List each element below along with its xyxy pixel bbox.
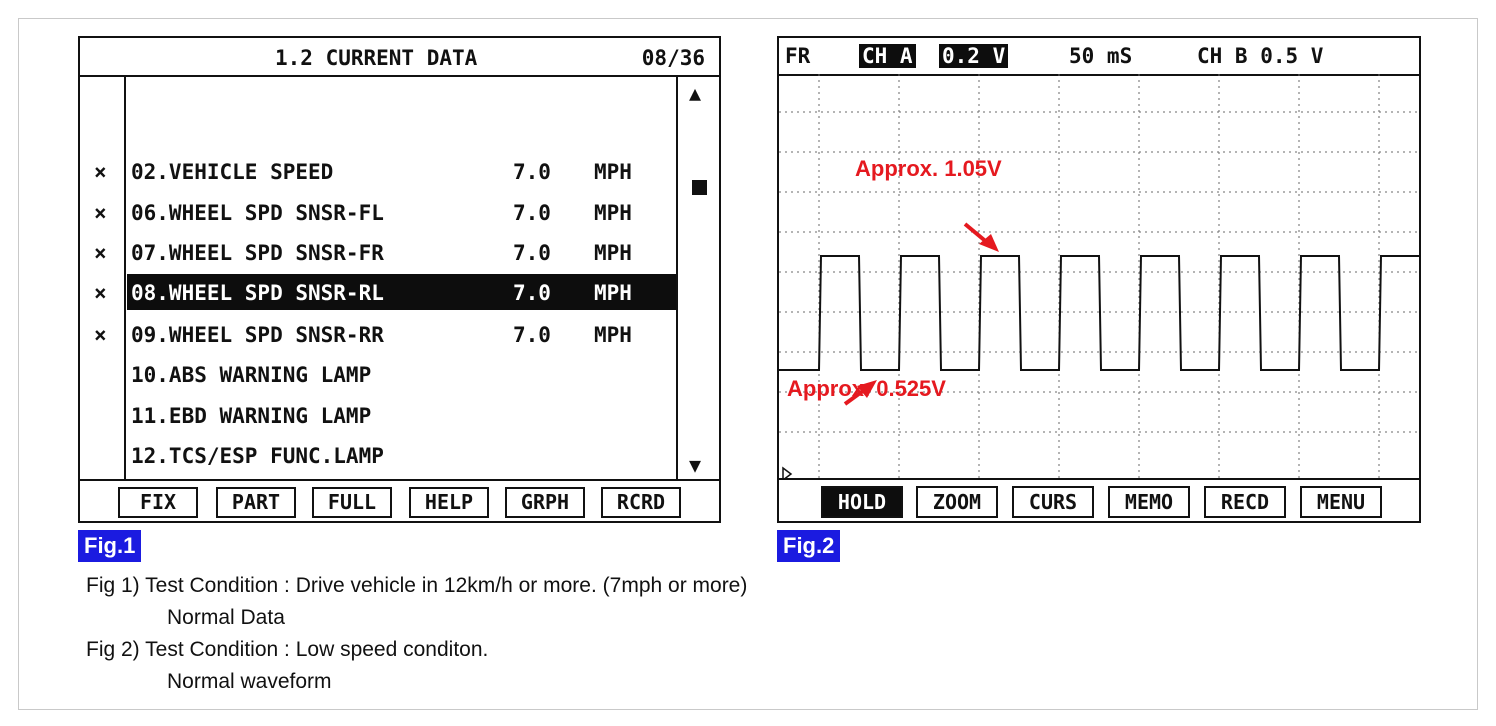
fix-mark: × [94, 323, 107, 347]
list-item[interactable] [80, 194, 676, 230]
graph-button[interactable]: GRPH [505, 487, 585, 518]
item-value: 7.0 [513, 281, 551, 305]
item-unit: MPH [594, 323, 632, 347]
square-wave-trace [779, 256, 1419, 370]
item-name: 07.WHEEL SPD SNSR-FR [131, 241, 384, 265]
list-item[interactable] [80, 316, 676, 352]
scan-page-indicator: 08/36 [641, 46, 705, 70]
fix-mark: × [94, 281, 107, 305]
record-button[interactable]: RECD [1204, 486, 1286, 518]
item-value: 7.0 [513, 160, 551, 184]
scan-title: 1.2 CURRENT DATA [275, 46, 478, 70]
cursor-button[interactable]: CURS [1012, 486, 1094, 518]
oscilloscope-screen [777, 36, 1421, 523]
item-value: 7.0 [513, 201, 551, 225]
scroll-down-arrow-icon[interactable]: ▼ [689, 453, 702, 477]
item-name: 12.TCS/ESP FUNC.LAMP [131, 444, 384, 468]
item-unit: MPH [594, 281, 632, 305]
fix-button[interactable]: FIX [118, 487, 198, 518]
list-item[interactable] [80, 234, 676, 270]
list-item[interactable] [80, 356, 676, 392]
full-button[interactable]: FULL [312, 487, 392, 518]
note-fig2-result: Normal waveform [167, 670, 332, 693]
record-button[interactable]: RCRD [601, 487, 681, 518]
note-fig1-result: Normal Data [167, 606, 285, 629]
current-data-list [80, 75, 719, 479]
item-name: 02.VEHICLE SPEED [131, 160, 334, 184]
menu-button[interactable]: MENU [1300, 486, 1382, 518]
item-name: 08.WHEEL SPD SNSR-RL [131, 281, 384, 305]
list-item[interactable] [80, 153, 676, 189]
annotation-low-voltage: Approx. 0.525V [787, 376, 946, 401]
part-button[interactable]: PART [216, 487, 296, 518]
scan-function-bar [80, 479, 719, 521]
fix-mark: × [94, 160, 107, 184]
channel-a-scale[interactable]: 0.2 V [939, 44, 1008, 68]
note-fig2-condition: Fig 2) Test Condition : Low speed conditon. [86, 638, 489, 661]
channel-b-scale: CH B 0.5 V [1197, 44, 1324, 68]
fix-mark: × [94, 241, 107, 265]
waveform-plot [779, 74, 1419, 478]
item-name: 10.ABS WARNING LAMP [131, 363, 372, 387]
memo-button[interactable]: MEMO [1108, 486, 1190, 518]
fix-mark: × [94, 201, 107, 225]
item-unit: MPH [594, 160, 632, 184]
scope-mode: FR [785, 44, 811, 68]
fig2-label: Fig.2 [777, 530, 840, 562]
zoom-button[interactable]: ZOOM [916, 486, 998, 518]
list-item[interactable] [80, 437, 676, 473]
note-fig1-condition: Fig 1) Test Condition : Drive vehicle in 12km/h or more. (7mph or more) [86, 574, 748, 597]
list-item-selected[interactable] [80, 274, 676, 310]
item-value: 7.0 [513, 323, 551, 347]
scan-tool-screen [78, 36, 721, 523]
item-unit: MPH [594, 201, 632, 225]
timebase: 50 mS [1069, 44, 1133, 68]
item-name: 09.WHEEL SPD SNSR-RR [131, 323, 384, 347]
trigger-marker-icon [783, 468, 791, 478]
scroll-up-arrow-icon[interactable]: ▲ [689, 81, 702, 105]
item-name: 06.WHEEL SPD SNSR-FL [131, 201, 384, 225]
item-name: 11.EBD WARNING LAMP [131, 404, 372, 428]
scan-header [80, 38, 719, 77]
fig1-label: Fig.1 [78, 530, 141, 562]
help-button[interactable]: HELP [409, 487, 489, 518]
scope-function-bar [779, 478, 1419, 521]
item-value: 7.0 [513, 241, 551, 265]
channel-a-label[interactable]: CH A [859, 44, 916, 68]
list-item[interactable] [80, 83, 676, 119]
hold-button[interactable]: HOLD [821, 486, 903, 518]
list-right-divider [676, 75, 678, 479]
item-unit: MPH [594, 241, 632, 265]
list-item[interactable] [80, 397, 676, 433]
selection-highlight [127, 274, 676, 310]
scope-header [779, 38, 1419, 76]
annotation-high-voltage: Approx. 1.05V [855, 156, 1002, 181]
scrollbar-thumb[interactable] [692, 180, 707, 195]
